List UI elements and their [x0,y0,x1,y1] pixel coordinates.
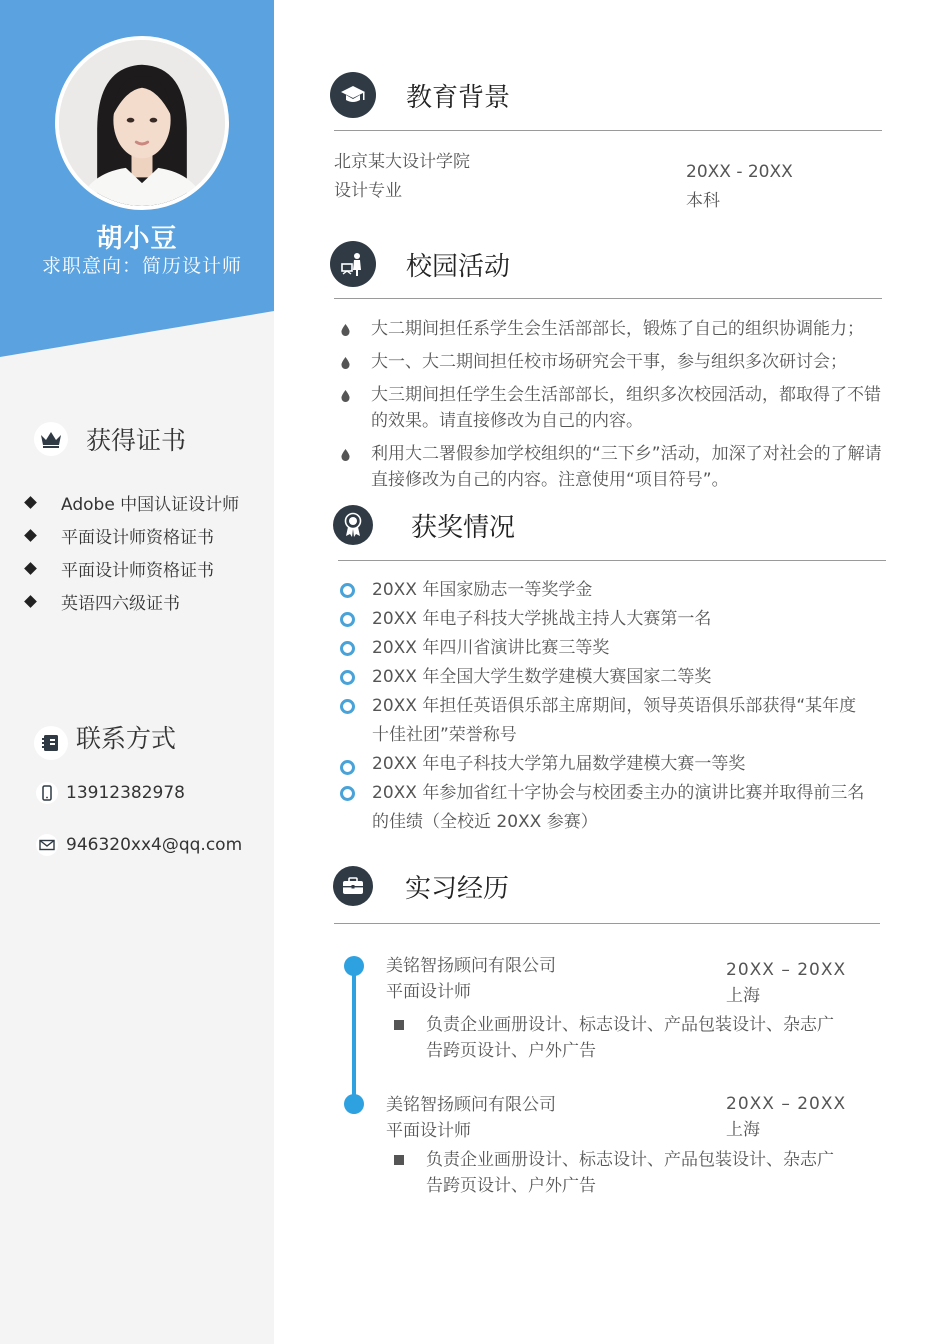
ring-bullet-icon [340,641,355,656]
internship-heading [333,866,509,906]
job-role: 平面设计师 [386,982,471,1002]
award-list [340,576,870,837]
activity-text: 大二期间担任系学生会生活部部长，锻炼了自己的组织协调能力； [371,319,864,339]
education-degree: 本科 [686,191,720,211]
award-text: 20XX 年参加省红十字协会与校团委主办的演讲比赛并取得前三名的佳绩（全校近 20XX 参赛） [372,783,865,832]
contact-heading [34,714,176,760]
section-divider [334,923,880,924]
education-period: 20XX - 20XX [686,162,793,182]
medal-icon [333,505,373,545]
certificate-name: Adobe 中国认证设计师 [61,495,240,515]
activity-text: 大三期间担任学生会生活部部长，组织多次校园活动，都取得了不错的效果。请直接修改为自己的内容。 [371,385,881,431]
diamond-bullet-icon [24,562,37,575]
ring-bullet-icon [340,699,355,714]
major-name: 设计专业 [334,181,402,201]
job-description: 负责企业画册设计、标志设计、产品包装设计、杂志广告跨页设计、户外广告 [426,1150,834,1196]
ring-bullet-icon [340,583,355,598]
activity-text: 利用大二署假参加学校组织的“三下乡”活动，加深了对社会的了解请直接修改为自己的内容。注意使用“项目符号”。 [371,444,882,490]
contact-title: 联系方式 [76,724,177,753]
list-item [338,441,883,493]
award-text: 20XX 年担任英语俱乐部主席期间，领导英语俱乐部获得“某年度十佳社团”荣誉称号 [372,696,857,745]
timeline-dot [344,956,364,976]
awards-heading [333,505,515,545]
education-heading [330,72,510,118]
list-item [340,605,870,634]
sidebar [0,0,274,1344]
briefcase-icon [333,866,373,906]
internship-title: 实习经历 [405,873,510,904]
job-company: 美铭智扬顾问有限公司 [386,1095,556,1115]
job-company: 美铭智扬顾问有限公司 [386,956,556,976]
section-divider [334,298,882,299]
timeline-line [352,966,356,1104]
list-item [340,663,870,692]
award-text: 20XX 年电子科技大学挑战主持人大赛第一名 [372,609,712,629]
award-text: 20XX 年全国大学生数学建模大赛国家二等奖 [372,667,712,687]
ring-bullet-icon [340,612,355,627]
award-text: 20XX 年国家励志一等奖学金 [372,580,593,600]
certificate-name: 平面设计师资格证书 [61,561,214,581]
award-text: 20XX 年电子科技大学第九届数学建模大赛一等奖 [372,754,746,774]
campus-heading [330,241,510,287]
drop-bullet-icon [341,357,350,369]
list-item [22,519,239,552]
school-name: 北京某大设计学院 [334,152,470,172]
campus-title: 校园活动 [406,251,511,282]
section-divider [338,560,886,561]
drop-bullet-icon [341,390,350,402]
list-item [22,486,239,519]
diamond-bullet-icon [24,595,37,608]
avatar [55,36,229,210]
diamond-bullet-icon [24,529,37,542]
list-item [22,585,239,618]
job-city: 上海 [726,1120,760,1140]
list-item [340,634,870,663]
job-description: 负责企业画册设计、标志设计、产品包装设计、杂志广告跨页设计、户外广告 [426,1015,834,1061]
email-address: 946320xx4@qq.com [66,835,243,855]
certificate-name: 平面设计师资格证书 [61,528,214,548]
list-item [22,552,239,585]
list-item [340,692,870,750]
phone-number: 13912382978 [66,783,185,803]
timeline-dot [344,1094,364,1114]
education-title: 教育背景 [406,82,511,113]
ring-bullet-icon [340,786,355,801]
certificate-name: 英语四六级证书 [61,594,180,614]
certificates-title: 获得证书 [86,426,187,455]
crown-icon [34,422,68,456]
job-city: 上海 [726,986,760,1006]
presentation-icon [330,241,376,287]
mail-icon [36,834,58,856]
portrait-image [59,40,225,206]
list-item [338,382,883,434]
person-name: 胡小豆 [96,224,178,254]
list-item [338,316,883,342]
graduation-cap-icon [330,72,376,118]
list-item [338,349,883,375]
drop-bullet-icon [341,449,350,461]
square-bullet-icon [394,1155,404,1165]
job-period: 20XX – 20XX [726,960,847,980]
job-period: 20XX – 20XX [726,1094,847,1114]
activity-text: 大一、大二期间担任校市场研究会干事，参与组织多次研讨会； [371,352,847,372]
drop-bullet-icon [341,324,350,336]
diamond-bullet-icon [24,496,37,509]
list-item [340,750,870,779]
square-bullet-icon [394,1020,404,1030]
awards-title: 获奖情况 [411,512,516,543]
job-intent: 求职意向：简历设计师 [42,255,243,277]
certificate-list [22,486,239,618]
certificates-heading [34,421,186,457]
ring-bullet-icon [340,670,355,685]
phone-icon [36,782,58,804]
contact-phone-row [36,782,185,804]
list-item [340,576,870,605]
ring-bullet-icon [340,760,355,775]
list-item [340,779,870,837]
campus-activity-list [338,316,883,500]
contact-email-row [36,834,242,856]
contact-book-icon [34,726,68,760]
section-divider [334,130,882,131]
job-role: 平面设计师 [386,1121,471,1141]
award-text: 20XX 年四川省演讲比赛三等奖 [372,638,610,658]
